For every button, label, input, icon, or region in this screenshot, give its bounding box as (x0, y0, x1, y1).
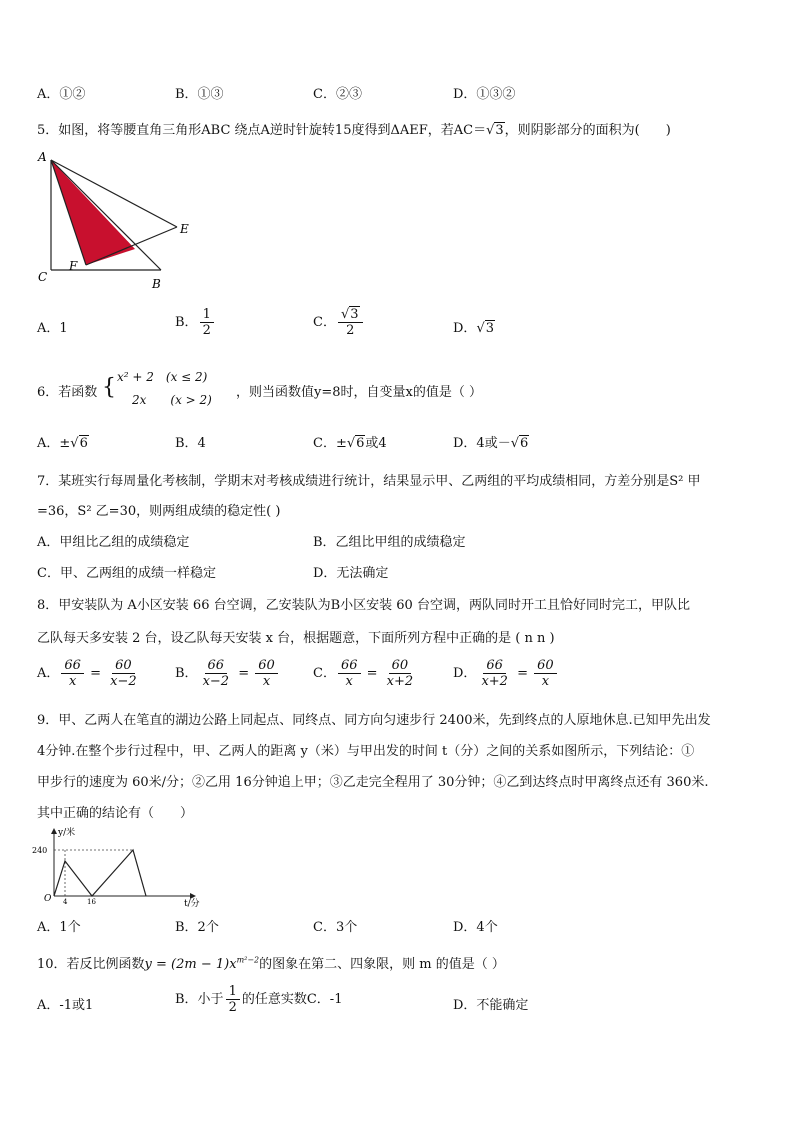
q9-line-3: 甲步行的速度为 60米/分；②乙用 16分钟追上甲；③乙走完全程用了 30分钟；④乙到达终点时甲离终点还有 360米. (37, 775, 709, 790)
q8-option-c: C． $\frac{66}{x}$ = $\frac{60}{x+2}$ (313, 658, 414, 689)
q6-case-1: x² + 2 (x ≤ 2) (117, 370, 208, 384)
tick-240: 240 (32, 846, 48, 855)
q5-option-a: A．1 (37, 321, 68, 336)
q8-option-b: B． $\frac{66}{x-2}$ = $\frac{60}{x}$ (175, 658, 280, 689)
q4-option-d: D．①③② (453, 87, 516, 102)
q6-stem-post: ，则当函数值y=8时，自变量x的值是（ ） (236, 385, 482, 400)
q6-option-b: B．4 (175, 436, 206, 451)
q7-option-d: D．无法确定 (313, 566, 389, 581)
q9-option-c: C．3个 (313, 920, 358, 935)
q10-exponent: m²−2 (236, 955, 260, 965)
q6-option-a: A．±√6 (37, 436, 88, 451)
q9-option-a: A．1个 (37, 920, 81, 935)
label-a: A (38, 150, 47, 164)
q9-line-4: 其中正确的结论有（ ） (37, 806, 194, 821)
origin-label: O (44, 894, 52, 904)
label-f: F (69, 259, 78, 273)
q10-function: y = (2m − 1)x (144, 957, 237, 972)
q5-option-c: C． $\frac{√3}{2}$ (313, 307, 365, 338)
q5-stem-sqrt: √3 (486, 123, 504, 138)
label-e: E (180, 222, 189, 236)
q9-line-2: 4分钟.在整个步行过程中，甲、乙两人的距离 y（米）与甲出发的时间 t（分）之间的关系如图所示，下列结论：① (37, 744, 695, 759)
q5-triangle-figure (30, 148, 205, 293)
q7-line-2: =36，S² 乙=30，则两组成绩的稳定性( ) (37, 504, 281, 519)
q5-stem-pre: 5．如图，将等腰直角三角形ABC 绕点A逆时针旋转15度得到ΔAEF，若AC＝ (37, 123, 487, 138)
q9-option-d: D．4个 (453, 920, 498, 935)
q9-line-1: 9．甲、乙两人在笔直的湖边公路上同起点、同终点、同方向匀速步行 2400米，先到终点的人原地休息.已知甲先出发 (37, 713, 711, 728)
q4-option-a: A．①② (37, 87, 86, 102)
q6-case-2: 2x (x > 2) (132, 393, 212, 407)
x-axis-label: t/分 (184, 899, 200, 907)
q9-distance-graph (30, 825, 200, 907)
q6-option-c: C．±√6或4 (313, 436, 387, 451)
q5-stem (37, 119, 671, 138)
q10-stem: 10．若反比例函数$y = (2m - 1)x^{m^2-2}$的图象在第二、四象限，则 m 的值是（ ） (37, 955, 505, 972)
q10-option-b: B．小于 $\frac{1}{2}$ 的任意实数C．-1 (175, 984, 343, 1015)
q6-brace: { (102, 375, 116, 400)
q8-option-d: D． $\frac{66}{x+2}$ = $\frac{60}{x}$ (453, 658, 559, 689)
q8-option-a: A． $\frac{66}{x}$ = $\frac{60}{x-2}$ (37, 658, 137, 689)
q10-option-d: D．不能确定 (453, 998, 529, 1013)
q7-option-c: C．甲、乙两组的成绩一样稳定 (37, 566, 216, 581)
q6-stem-pre: 6．若函数 (37, 385, 98, 400)
q7-line-1: 7．某班实行每周量化考核制，学期末对考核成绩进行统计，结果显示甲、乙两组的平均成绩相同，方差分别是S² 甲 (37, 474, 701, 489)
q8-line-1: 8．甲安装队为 A小区安装 66 台空调，乙安装队为B小区安装 60 台空调，两队同时开工且恰好同时完工，甲队比 (37, 598, 690, 613)
q5-stem-post: ，则阴影部分的面积为( ) (504, 123, 671, 138)
q4-option-b: B．①③ (175, 87, 224, 102)
q4-option-c: C．②③ (313, 87, 362, 102)
q6-option-d: D．4或－√6 (453, 436, 529, 451)
q7-option-a: A．甲组比乙组的成绩稳定 (37, 535, 190, 550)
label-c: C (38, 270, 48, 284)
tick-16: 16 (87, 898, 96, 906)
distance-curve (54, 850, 146, 896)
q9-option-b: B．2个 (175, 920, 219, 935)
tick-4: 4 (63, 898, 68, 906)
q5-option-b: B． $\frac{1}{2}$ (175, 307, 216, 338)
q8-line-2: 乙队每天多安装 2 台，设乙队每天安装 x 台，根据题意，下面所列方程中正确的是 ( n n ) (37, 631, 555, 646)
y-axis-arrow (51, 828, 57, 834)
q5-option-d: D．√3 (453, 321, 495, 336)
y-axis-label: y/米 (58, 828, 76, 838)
label-b: B (152, 277, 161, 291)
q7-option-b: B．乙组比甲组的成绩稳定 (313, 535, 466, 550)
q10-option-a: A．-1或1 (37, 998, 94, 1013)
